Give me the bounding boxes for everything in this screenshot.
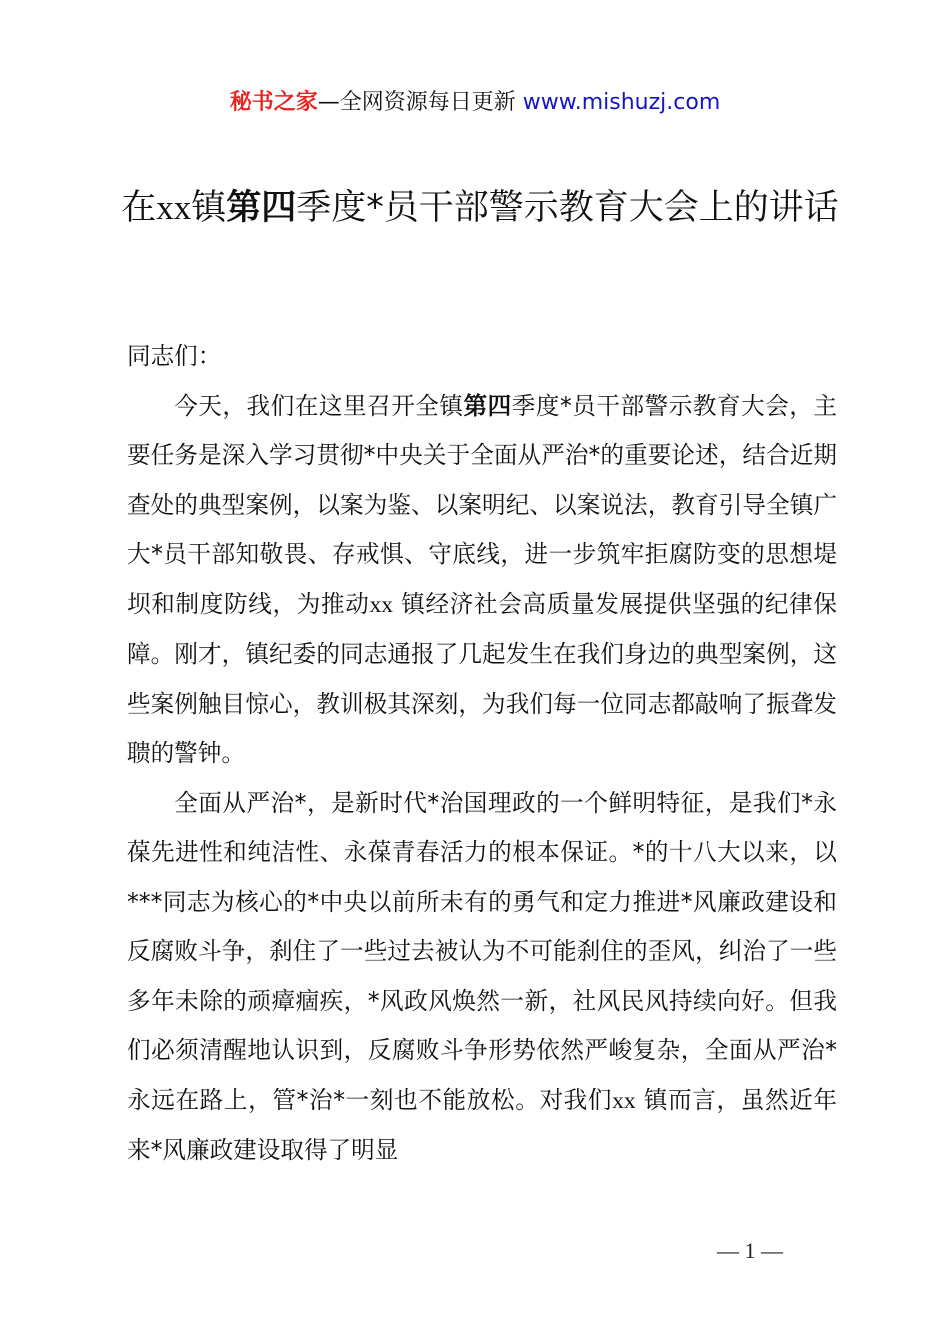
brand-name: 秘书之家 [229, 90, 318, 115]
site-url-link[interactable]: www.mishuzj.com [522, 90, 721, 115]
title-bold-part: 第四 [226, 188, 297, 228]
paragraph-bold-text: 第四 [463, 391, 512, 420]
paragraph [127, 779, 837, 1176]
slogan: —全网资源每日更新 [317, 90, 516, 115]
paragraph-text: 季度*员干部警示教育大会，主要任务是深入学习贯彻*中央关于全面从严治*的重要论述，结合近期查处的典型案例，以案为鉴、以案明纪、以案说法，教育引导全镇广大*员干部知敬畏、存戒惧、守底线，进一步筑牢拒腐防变的思想堤坝和制度防线，为推动 [127, 391, 838, 618]
site-header [0, 88, 950, 118]
document-title [110, 183, 850, 233]
placeholder-xx: xx [612, 1087, 636, 1114]
title-part: 镇 [191, 188, 227, 228]
paragraph-text: 镇经济社会高质量发展提供坚强的纪律保障。刚才，镇纪委的同志通报了几起发生在我们身边的典型案例，这些案例触目惊心，教训极其深刻，为我们每一位同志都敲响了振聋发聩的警钟。 [127, 589, 838, 767]
salutation: 同志们： [127, 342, 222, 370]
document-body [127, 332, 837, 1176]
page-number: — 1 — [717, 1238, 783, 1263]
paragraph-text: 今天，我们在这里召开全镇 [174, 391, 464, 420]
placeholder-xx: xx [369, 591, 394, 618]
paragraph-text: 全面从严治*，是新时代*治国理政的一个鲜明特征，是我们*永葆先进性和纯洁性、永葆青春活力的根本保证。*的十八大以来，以***同志为核心的*中央以前所未有的勇气和定力推进*风廉政建设和反腐败斗争，刹住了一些过去被认为不可能刹住的歪风，纠治了一些多年未除的顽瘴痼疾，*风政风焕然一新，社风民风持续向好。但我们必须清醒地认识到，反腐败斗争形势依然严峻复杂，全面从严治*永远在路上，管*治*一刻也不能放松。对我们 [127, 788, 837, 1114]
paragraph [127, 382, 837, 779]
title-part: 在 [121, 188, 157, 228]
title-part: 季度*员干部警示教育大会上的讲话 [296, 188, 839, 228]
title-placeholder-xx: xx [156, 188, 192, 227]
paragraph-text: 镇而言，虽然近年来*风廉政建设取得了明显 [127, 1085, 838, 1164]
